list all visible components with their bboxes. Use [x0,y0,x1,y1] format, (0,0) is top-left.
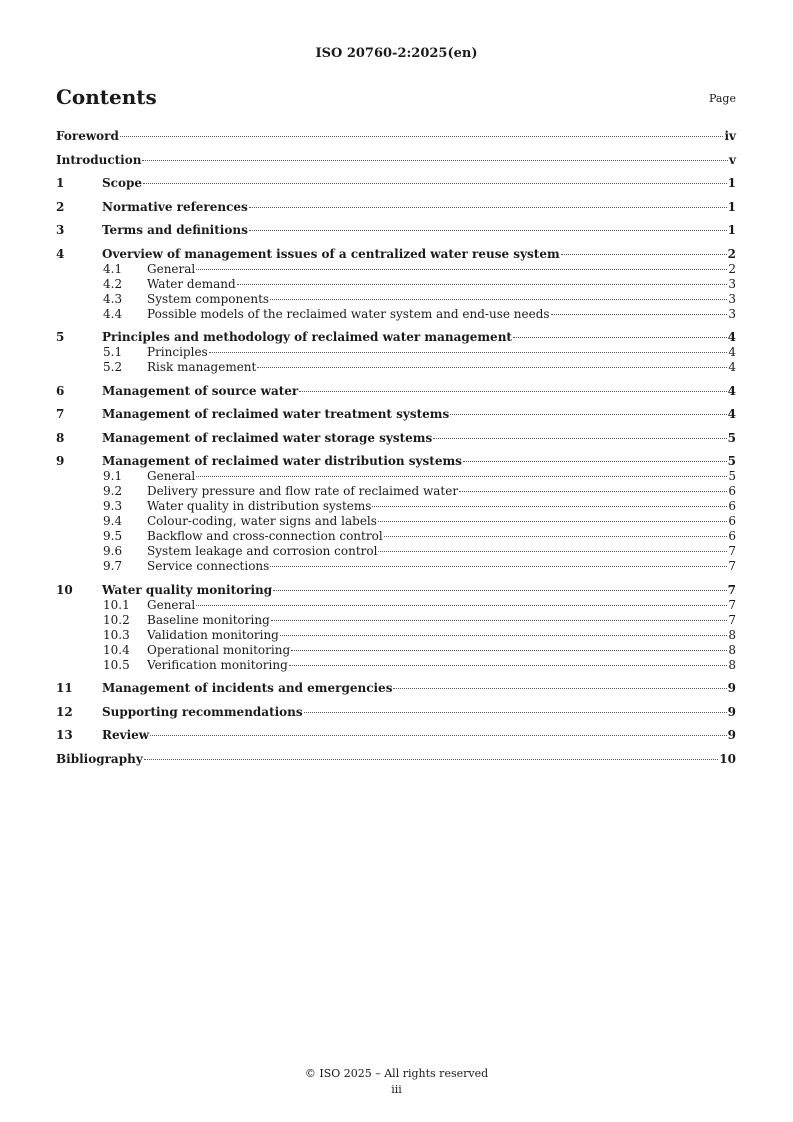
toc-entry[interactable] [56,529,736,544]
toc-entry-page[interactable]: 8 [728,657,736,672]
toc-entry-title[interactable]: Principles and methodology of reclaimed water management [102,330,512,344]
dot-leader [150,735,727,736]
toc-entry-title[interactable]: Water quality in distribution systems [147,499,372,513]
toc-entry[interactable] [56,128,736,144]
toc-entry-number: 1 [56,176,65,190]
page-number: iii [391,1083,402,1096]
table-of-contents [56,128,736,767]
toc-entry-title[interactable]: Introduction [56,152,142,167]
dot-leader [561,254,727,255]
toc-entry-number: 10.2 [103,612,130,627]
toc-entry-page[interactable]: 10 [719,751,736,766]
toc-entry[interactable] [56,544,736,559]
toc-entry-title[interactable]: Management of incidents and emergencies [102,681,393,695]
copyright-notice: © ISO 2025 – All rights reserved [304,1067,489,1080]
dot-leader [273,590,727,591]
dot-leader [551,314,728,315]
toc-entry-number: 3 [56,223,65,237]
toc-entry[interactable] [56,222,736,238]
toc-entry-page[interactable]: 7 [728,544,736,558]
toc-entry-title[interactable]: Management of reclaimed water storage systems [102,430,433,445]
toc-entry-number: 9 [56,454,65,468]
toc-entry-number: 9.6 [103,544,123,558]
toc-entry-number: 10.1 [103,597,130,612]
toc-entry[interactable] [56,514,736,529]
toc-entry-number: 9.5 [103,529,123,543]
toc-entry-number: 10.4 [103,642,130,657]
toc-entry-number: 6 [56,383,65,398]
toc-entry[interactable] [56,559,736,574]
toc-entry-page[interactable]: 5 [727,430,736,445]
toc-entry-title[interactable]: Overview of management issues of a centralized water reuse system [102,246,560,261]
dot-leader [459,491,727,492]
dot-leader [384,536,728,537]
toc-entry-page[interactable]: 4 [728,345,736,359]
toc-entry-title[interactable]: Management of reclaimed water treatment systems [102,407,450,421]
toc-entry[interactable] [56,469,736,484]
toc-entry[interactable] [56,345,736,360]
toc-entry[interactable] [56,277,736,292]
toc-entry-page[interactable]: 3 [728,306,736,321]
toc-entry[interactable] [56,406,736,422]
toc-entry-number: 4.2 [103,276,123,291]
toc-entry-title[interactable]: Delivery pressure and flow rate of reclaimed water [147,484,459,498]
dot-leader [196,605,727,606]
dot-leader [289,665,728,666]
toc-entry[interactable] [56,499,736,514]
toc-entry-page[interactable]: v [729,152,736,167]
toc-entry-page[interactable]: 5 [727,454,736,468]
toc-entry-number: 9.1 [103,469,123,483]
toc-entry[interactable] [56,727,736,743]
dot-leader [209,352,728,353]
toc-entry-title[interactable]: Supporting recommendations [102,704,303,719]
page-footer [0,1066,793,1098]
toc-entry-page[interactable]: 1 [727,176,736,190]
toc-entry[interactable] [56,307,736,322]
toc-entry-page[interactable]: 9 [727,681,736,695]
toc-entry[interactable] [56,152,736,168]
toc-entry-number: 10.3 [103,627,130,642]
toc-entry-number: 8 [56,430,65,445]
toc-entry-title[interactable]: Risk management [147,360,257,374]
toc-entry-page[interactable]: 7 [728,597,736,612]
toc-entry-page[interactable]: 4 [728,360,736,374]
toc-entry-title[interactable]: Verification monitoring [147,657,288,672]
page-column-label: Page [708,92,736,105]
toc-entry[interactable] [56,383,736,399]
toc-entry-number: 10.5 [103,657,130,672]
toc-entry-title[interactable]: System leakage and corrosion control [147,544,378,558]
toc-entry-page[interactable]: 9 [727,704,736,719]
toc-entry-page[interactable]: 6 [728,514,736,528]
dot-leader [270,299,727,300]
toc-entry-page[interactable]: iv [724,129,736,143]
dot-leader [393,688,726,689]
toc-entry[interactable] [56,484,736,499]
toc-entry-title[interactable]: Foreword [56,129,119,143]
toc-entry[interactable] [56,582,736,598]
toc-entry-title[interactable]: Terms and definitions [102,223,248,237]
toc-entry-number: 4 [56,246,65,261]
toc-entry-number: 4.4 [103,306,123,321]
dot-leader [280,635,728,636]
dot-leader [249,230,727,231]
toc-entry[interactable] [56,643,736,658]
toc-entry-page[interactable]: 5 [728,469,736,483]
toc-entry-page[interactable]: 4 [727,383,736,398]
toc-entry-number: 11 [56,681,73,695]
toc-entry-title[interactable]: Backflow and cross-connection control [147,529,383,543]
dot-leader [120,136,724,137]
toc-entry[interactable] [56,246,736,262]
toc-entry[interactable] [56,598,736,613]
toc-entry-page[interactable]: 7 [728,559,736,573]
toc-entry-title[interactable]: System components [147,291,270,306]
toc-entry[interactable] [56,360,736,375]
dot-leader [270,566,727,567]
toc-entry-title[interactable]: Possible models of the reclaimed water system and end-use needs [147,306,550,321]
toc-entry-title[interactable]: Principles [147,345,208,359]
toc-entry-number: 5.2 [103,360,123,374]
toc-entry[interactable] [56,658,736,673]
toc-entry-title[interactable]: Water quality monitoring [102,582,273,597]
toc-entry-title[interactable]: Service connections [147,559,270,573]
dot-leader [271,620,728,621]
dot-leader [372,506,727,507]
toc-entry-title[interactable]: General [147,261,196,276]
dot-leader [257,367,727,368]
toc-entry-number: 12 [56,704,73,719]
dot-leader [513,337,727,338]
toc-entry[interactable] [56,453,736,469]
toc-entry-number: 13 [56,728,73,742]
dot-leader [450,414,726,415]
toc-entry-number: 4.3 [103,291,123,306]
dot-leader [304,712,727,713]
dot-leader [144,759,719,760]
toc-entry[interactable] [56,680,736,696]
dot-leader [378,551,727,552]
toc-entry-page[interactable]: 6 [728,529,736,543]
toc-entry-number: 7 [56,407,65,421]
dot-leader [291,650,727,651]
toc-entry-title[interactable]: Water demand [147,276,236,291]
toc-entry-number: 9.7 [103,559,123,573]
toc-entry-page[interactable]: 8 [728,642,736,657]
toc-entry-page[interactable]: 2 [728,261,736,276]
toc-entry[interactable] [56,751,736,767]
dot-leader [463,461,727,462]
toc-entry-page[interactable]: 1 [727,199,736,214]
toc-entry-title[interactable]: Colour-coding, water signs and labels [147,514,377,528]
toc-entry-page[interactable]: 3 [728,276,736,291]
toc-entry-page[interactable]: 2 [727,246,736,261]
toc-entry-page[interactable]: 6 [728,484,736,498]
toc-entry[interactable] [56,430,736,446]
toc-entry-title[interactable]: General [147,597,196,612]
toc-entry-page[interactable]: 7 [728,612,736,627]
toc-entry[interactable] [56,329,736,345]
dot-leader [196,269,727,270]
toc-entry[interactable] [56,704,736,720]
toc-entry-number: 10 [56,582,73,597]
dot-leader [143,183,727,184]
dot-leader [196,476,727,477]
document-id: ISO 20760-2:2025(en) [315,46,478,61]
toc-entry-title[interactable]: Operational monitoring [147,642,291,657]
dot-leader [249,207,727,208]
toc-entry-title[interactable]: Baseline monitoring [147,612,270,627]
toc-entry[interactable] [56,292,736,307]
toc-entry-page[interactable]: 4 [727,330,736,344]
toc-entry[interactable] [56,613,736,628]
toc-entry-number: 9.4 [103,514,123,528]
dot-leader [142,160,728,161]
toc-entry-page[interactable]: 4 [727,407,736,421]
toc-entry-page[interactable]: 7 [727,582,736,597]
toc-entry-number: 5 [56,330,65,344]
toc-entry-title[interactable]: Bibliography [56,751,143,766]
toc-entry-title[interactable]: Management of source water [102,383,299,398]
dot-leader [237,284,728,285]
toc-entry[interactable] [56,262,736,277]
toc-entry-number: 4.1 [103,261,123,276]
toc-entry-number: 9.3 [103,499,123,513]
toc-entry[interactable] [56,175,736,191]
dot-leader [378,521,727,522]
toc-entry-page[interactable]: 1 [727,223,736,237]
toc-entry[interactable] [56,628,736,643]
dot-leader [433,438,726,439]
toc-entry-number: 5.1 [103,345,123,359]
toc-entry-title[interactable]: General [147,469,196,483]
toc-entry-page[interactable]: 8 [728,627,736,642]
contents-heading: Contents [56,85,157,109]
toc-entry-page[interactable]: 3 [728,291,736,306]
toc-entry-page[interactable]: 9 [727,728,736,742]
dot-leader [299,391,726,392]
toc-entry[interactable] [56,199,736,215]
toc-entry-page[interactable]: 6 [728,499,736,513]
toc-entry-number: 2 [56,199,65,214]
toc-entry-title[interactable]: Validation monitoring [147,627,279,642]
toc-entry-number: 9.2 [103,484,123,498]
toc-entry-title[interactable]: Review [102,728,150,742]
toc-entry-title[interactable]: Management of reclaimed water distribution systems [102,454,462,468]
toc-entry-title[interactable]: Scope [102,176,143,190]
toc-entry-title[interactable]: Normative references [102,199,248,214]
